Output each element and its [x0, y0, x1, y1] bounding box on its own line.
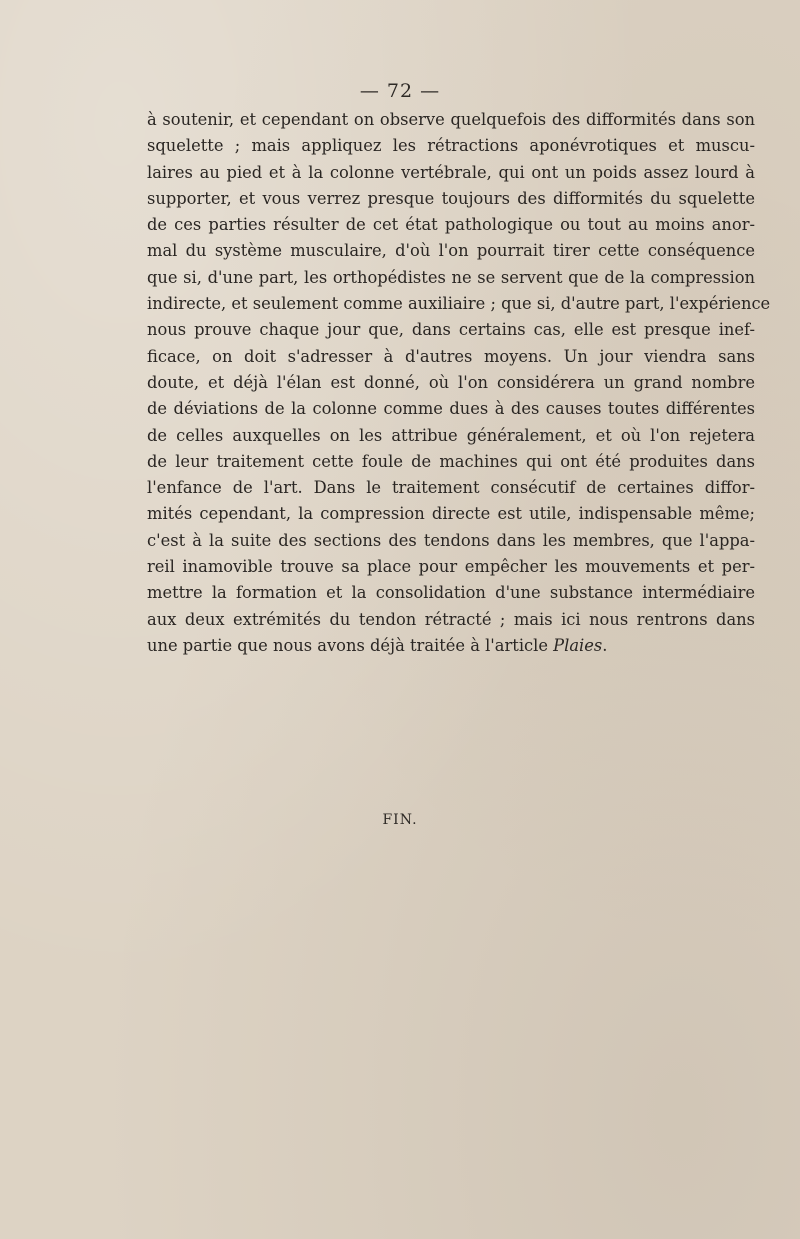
text-line: de déviations de la colonne comme dues à des causes toutes différentes: [147, 399, 755, 419]
text-line: nous prouve chaque jour que, dans certains cas, elle est presque inef-: [147, 320, 755, 340]
fin-label: FIN.: [382, 812, 418, 828]
text-line: de celles auxquelles on les attribue généralement, et où l'on rejetera: [147, 425, 755, 445]
text-line: c'est à la suite des sections des tendons dans les membres, que l'appa-: [147, 530, 755, 550]
text-line: à soutenir, et cependant on observe quelquefois des difformités dans son: [147, 110, 755, 129]
text-line: mettre la formation et la consolidation d'une substance intermédiaire: [147, 583, 755, 603]
text-line: que si, d'une part, les orthopédistes ne se servent que de la compression: [147, 267, 755, 287]
text-line: de leur traitement cette foule de machines qui ont été produites dans: [147, 451, 755, 471]
text-line: mités cependant, la compression directe est utile, indispensable même;: [147, 504, 755, 524]
text-line: squelette ; mais appliquez les rétractions aponévrotiques et muscu-: [147, 136, 755, 156]
text-line: supporter, et vous verrez presque toujours des difformités du squelette: [147, 188, 755, 208]
last-line-text: une partie que nous avons déjà traitée à l'article: [147, 635, 554, 655]
text-line: doute, et déjà l'élan est donné, où l'on considérera un grand nombre: [147, 372, 755, 392]
bleed-through-texture: [150, 690, 790, 898]
text-line: l'enfance de l'art. Dans le traitement consécutif de certaines diffor-: [147, 478, 755, 498]
text-line: mal du système musculaire, d'où l'on pourrait tirer cette conséquence: [147, 241, 755, 261]
text-line: indirecte, et seulement comme auxiliaire ; que si, d'autre part, l'expérience: [147, 294, 771, 314]
article-reference: Plaies: [553, 635, 603, 655]
page-number: — 72 —: [359, 80, 441, 102]
text-line-last: [147, 633, 755, 659]
text-line: ficace, on doit s'adresser à d'autres moyens. Un jour viendra sans: [147, 346, 755, 366]
last-line-end: .: [602, 635, 608, 655]
text-line: laires au pied et à la colonne vertébrale, qui ont un poids assez lourd à: [147, 162, 755, 182]
text-line: reil inamovible trouve sa place pour empêcher les mouvements et per-: [147, 557, 755, 577]
text-line: aux deux extrémités du tendon rétracté ; mais ici nous rentrons dans: [147, 609, 755, 629]
body-text: [147, 107, 771, 659]
text-line: de ces parties résulter de cet état pathologique ou tout au moins anor-: [147, 215, 755, 235]
